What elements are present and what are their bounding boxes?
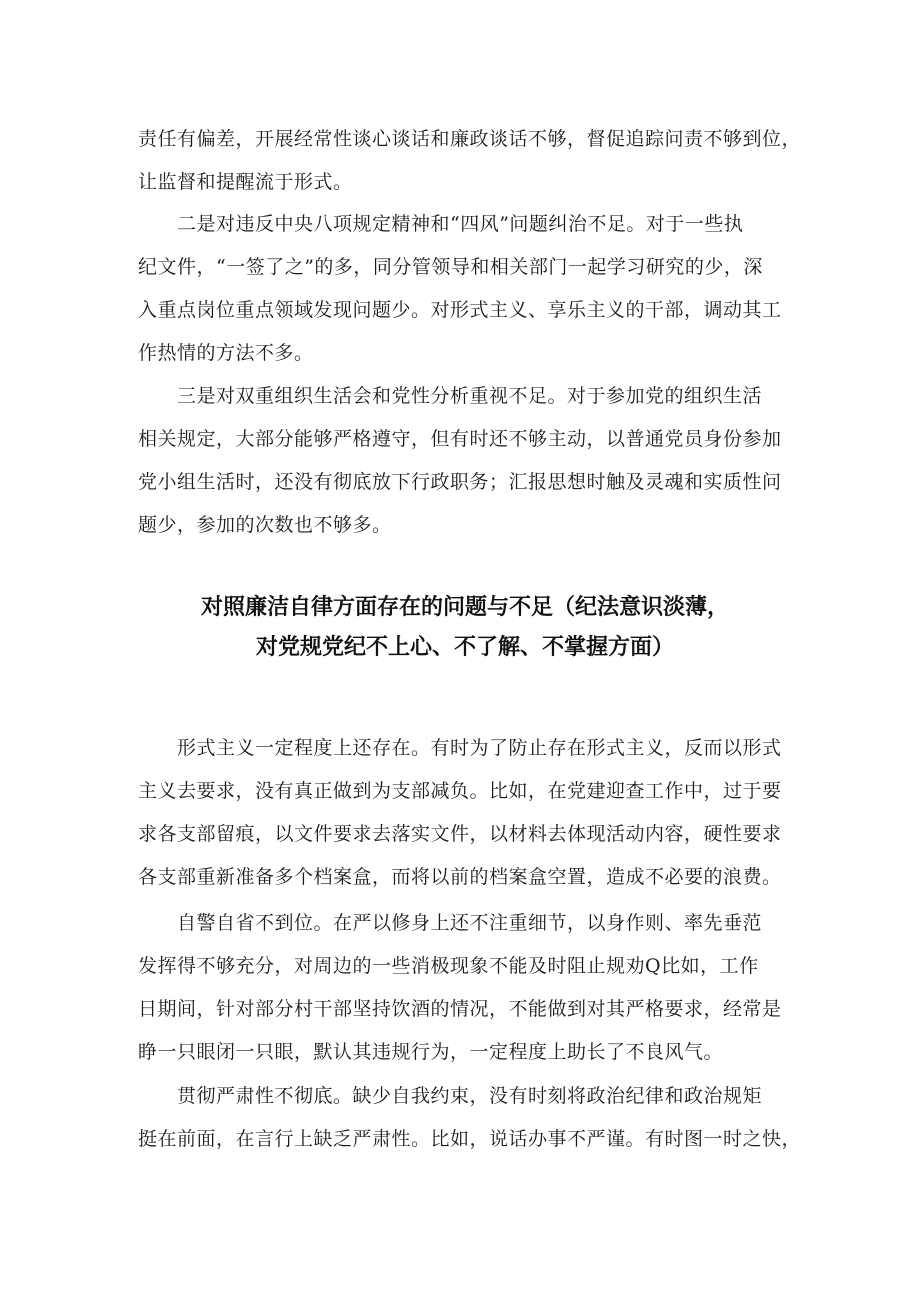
text-line: 题少，参加的次数也不够多。 <box>138 514 392 536</box>
paragraph-self-discipline <box>138 902 798 1074</box>
text-line: 主义去要求，没有真正做到为支部减负。比如，在党建迎查工作中，过于要 <box>138 780 782 802</box>
text-line: 二是对违反中央八项规定精神和“四风”问题纠治不足。对于一些执 <box>138 213 744 235</box>
paragraph-formalism <box>138 727 798 899</box>
text-line: 日期间，针对部分村干部坚持饮酒的情况，不能做到对其严格要求，经常是 <box>138 998 782 1020</box>
section-heading-line: 对照廉洁自律方面存在的问题与不足（纪法意识淡薄， <box>200 595 729 620</box>
paragraph-third-point <box>138 375 798 547</box>
text-line: 自警自省不到位。在严以修身上还不注重细节，以身作则、率先垂范 <box>138 912 763 934</box>
text-line: 党小组生活时，还没有彻底放下行政职务；汇报思想时触及灵魂和实质性问 <box>138 471 782 493</box>
text-line: 各支部重新准备多个档案盒，而将以前的档案盒空置，造成不必要的浪费。 <box>138 866 782 888</box>
text-line: 挺在前面，在言行上缺乏严肃性。比如，说话办事不严谨。有时图一时之快， <box>138 1128 802 1150</box>
text-line: 睁一只眼闭一只眼，默认其违规行为，一定程度上助长了不良风气。 <box>138 1041 724 1063</box>
text-line: 责任有偏差，开展经常性谈心谈话和廉政谈话不够，督促追踪问责不够到位， <box>138 128 802 150</box>
text-line: 入重点岗位重点领域发现问题少。对形式主义、享乐主义的干部，调动其工 <box>138 299 782 321</box>
section-heading <box>120 588 810 668</box>
paragraph-second-point <box>138 203 798 375</box>
section-heading-line: 对党规党纪不上心、不了解、不掌握方面） <box>255 635 674 660</box>
text-line: 贯彻严肃性不彻底。缺少自我约束，没有时刻将政治纪律和政治规矩 <box>138 1085 763 1107</box>
text-line: 纪文件，“一签了之”的多，同分管领导和相关部门一起学习研究的少，深 <box>138 256 763 278</box>
text-line: 作热情的方法不多。 <box>138 342 314 364</box>
text-line: 发挥得不够充分，对周边的一些消极现象不能及时阻止规劝Q比如，工作 <box>138 955 759 977</box>
paragraph-seriousness <box>138 1075 802 1161</box>
text-line: 形式主义一定程度上还存在。有时为了防止存在形式主义，反而以形式 <box>138 737 782 759</box>
text-line: 相关规定，大部分能够严格遵守，但有时还不够主动，以普通党员身份参加 <box>138 428 782 450</box>
text-line: 让监督和提醒流于形式。 <box>138 171 353 193</box>
text-line: 求各支部留痕，以文件要求去落实文件，以材料去体现活动内容，硬性要求 <box>138 823 782 845</box>
paragraph-continuation <box>138 118 802 204</box>
text-line: 三是对双重组织生活会和党性分析重视不足。对于参加党的组织生活 <box>138 385 763 407</box>
